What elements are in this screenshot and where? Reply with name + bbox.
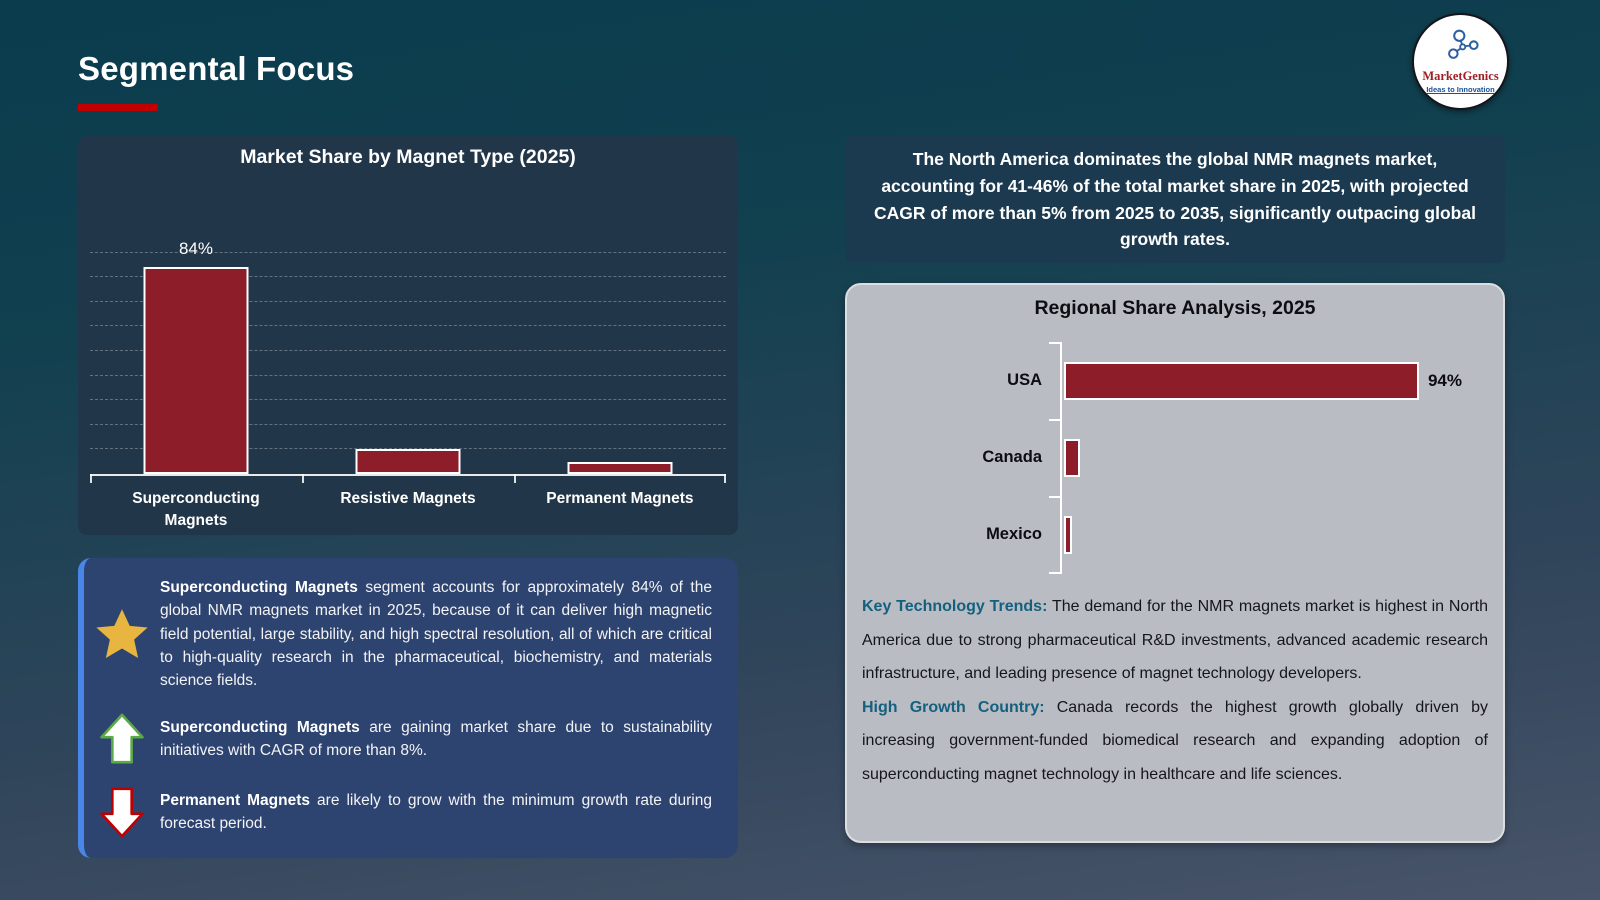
hbar-value-usa: 94%	[1427, 370, 1462, 390]
magnet-type-plot	[90, 228, 726, 474]
up-arrow-icon	[84, 713, 160, 765]
down-arrow-icon	[84, 786, 160, 838]
note-body: Canada records the highest growth globally driven by increasing government-funded biomedical research and expanding adoption of superconducting magnet technology in healthcare and life sciences.	[862, 698, 1488, 783]
regional-chart-title: Regional Share Analysis, 2025	[1034, 297, 1316, 319]
category-label-permanent: Permanent Magnets	[546, 490, 694, 507]
insight-text	[160, 716, 712, 763]
vbar-superconducting	[143, 267, 248, 474]
hbar-mexico	[1064, 516, 1072, 554]
logo-brand: MarketGenics	[1422, 69, 1499, 83]
vbar-slot-superconducting	[90, 228, 302, 474]
logo-tagline: Ideas to Innovation	[1426, 85, 1495, 94]
regional-panel	[845, 283, 1505, 843]
x-axis-tick	[514, 474, 516, 483]
vbar-resistive	[355, 449, 460, 474]
vbar-slot-resistive	[302, 228, 514, 474]
hbar-label-mexico: Mexico	[986, 525, 1042, 543]
star-icon	[84, 606, 160, 662]
insight-body: segment accounts for approximately 84% of the global NMR magnets market in 2025, because of it can deliver high magnetic field potential, large stability, and high spectral resolution, all of which are critical to high-quality research in the pharmaceutical, biochemistry, and materials science fields.	[160, 579, 712, 689]
hbar-canada	[1064, 439, 1080, 477]
note-label: Key Technology Trends:	[862, 598, 1048, 615]
insight-box	[78, 558, 738, 858]
page-title: Segmental Focus	[78, 50, 355, 87]
callout-text: The North America dominates the global NMR magnets market, accounting for 41-46% of the total market share in 2025, with projected CAGR of more than 5% from 2025 to 2035, significantly outpacing global growth rates.	[874, 149, 1476, 250]
insight-bold: Permanent Magnets	[160, 791, 311, 809]
insight-item-decline	[84, 786, 712, 838]
note-high-growth-country	[862, 691, 1488, 792]
category-axis-labels	[90, 488, 726, 531]
x-axis-line	[90, 474, 726, 476]
regional-chart	[847, 342, 1503, 574]
regional-notes	[862, 590, 1488, 792]
note-body: The demand for the NMR magnets market is highest in North America due to strong pharmaceutical R&D investments, advanced academic research infrastructure, and leading presence of magnet technology developers.	[862, 598, 1489, 683]
insight-text	[160, 789, 712, 836]
hbar-row-canada	[847, 419, 1503, 496]
note-key-technology-trends	[862, 590, 1488, 691]
logo-badge	[1412, 13, 1509, 110]
note-label: High Growth Country:	[862, 698, 1045, 716]
insight-item-growth	[84, 713, 712, 765]
category-label-superconducting: Superconducting Magnets	[132, 490, 260, 529]
vbar-slot-permanent	[514, 228, 726, 474]
hbar-label-usa: USA	[1007, 371, 1042, 389]
molecule-icon	[1440, 29, 1482, 68]
hbar-row-usa	[847, 342, 1503, 419]
magnet-type-chart-title: Market Share by Magnet Type (2025)	[240, 146, 576, 168]
hbar-label-canada: Canada	[982, 448, 1042, 466]
category-label-resistive: Resistive Magnets	[340, 490, 476, 507]
north-america-callout	[845, 136, 1505, 263]
insight-body: are likely to grow with the minimum growth rate during forecast period.	[160, 791, 712, 832]
insight-bold: Superconducting Magnets	[160, 718, 360, 736]
hbar-row-mexico	[847, 496, 1503, 573]
x-axis-tick	[90, 474, 92, 483]
insight-text	[160, 576, 712, 692]
hbar-usa	[1064, 362, 1419, 400]
x-axis-tick	[302, 474, 304, 483]
insight-item-share	[84, 576, 712, 692]
title-underline	[78, 104, 158, 111]
x-axis-tick	[724, 474, 726, 483]
magnet-type-chart-panel	[78, 136, 738, 535]
insight-bold: Superconducting Magnets	[160, 579, 358, 596]
vbar-permanent	[567, 462, 672, 474]
vbar-value-label: 84%	[178, 239, 213, 259]
insight-body: are gaining market share due to sustainability initiatives with CAGR of more than 8%.	[160, 718, 712, 760]
